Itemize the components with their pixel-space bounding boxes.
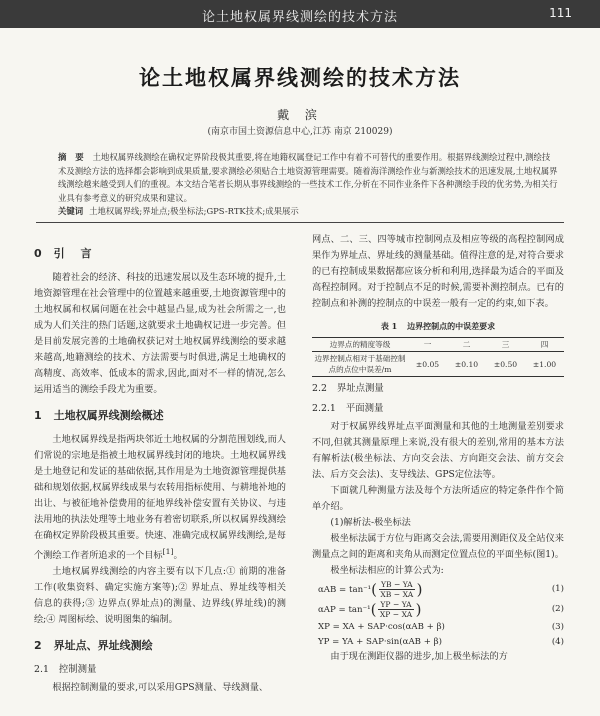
author-affiliation: (南京市国土资源信息中心,江苏 南京 210029) [207,127,393,137]
accuracy-table [312,337,564,377]
left-column [34,236,286,696]
formula-number: (2) [551,604,564,614]
header-divider [36,222,564,223]
keywords-text: 土地权属界线;界址点;极坐标法;GPS-RTK技术;成果展示 [89,206,299,216]
formula-4: YP = YA + SAP·sin(αAB + β) (4) [312,634,564,649]
table-header-cell: 一 [423,340,432,349]
closing-paragraph: 由于现在测距仪器的进步,加上极坐标法的方 [330,651,508,662]
table-row-label: 边界控制点相对于基础控制点的点位中误差/m [314,354,406,374]
formula-intro: 极坐标法相应的计算公式为: [330,565,444,576]
subsection-heading-point-survey: 2.2 界址点测量 [312,383,384,394]
table-caption: 表 1 边界控制点的中误差要求 [380,321,496,331]
table-header-cell: 边界点的精度等级 [329,340,391,349]
table-row [312,352,564,377]
keywords-label: 关键词 [58,206,84,216]
table-header-cell: 二 [462,340,471,349]
abstract [58,151,558,205]
formula-1: αAB = tan⁻¹( $\frac{YB - YA}{XB - XA}$ ) (1) [318,579,564,599]
formula-3: XP = XA + SAP·cos(αAB + β) (3) [312,619,564,634]
control-paragraph: 根据控制测量的要求,可以采用GPS测量、导线测量、 [52,682,269,694]
section-heading-overview: 1 土地权属界线测绘概述 [34,409,164,422]
table-cell: ±1.00 [532,359,557,369]
formula-number: (1) [551,584,564,594]
table-cell: ±0.50 [493,359,518,369]
section-heading-intro: 0 引 言 [34,247,98,260]
methods-intro-paragraph: 下面就几种测量方法及每个方法所适应的特定条件作个简单介绍。 [312,485,564,512]
methods-paragraph: 对于权属界线界址点平面测量和其他的土地测量差别要求不同,但就其测量原理上来说,没有很大的差别,常用的基本方法有解析法(极坐标法、方向交会法、方向距交会法、前方交会法、后方交会法)、支导线法、GPS定位法等。 [312,421,564,480]
polar-method-paragraph: 极坐标法属于方位与距离交会法,需要用测距仪及全站仪来测量点之间的距离和夹角从而测定位置点位的平面坐标(图1)。 [312,533,564,560]
running-header [0,0,600,28]
keywords [58,205,558,217]
abstract-text: 土地权属界线测绘在确权定界阶段极其重要,将在地籍权属登记工作中有着不可替代的重要作用。根据界线测绘过程中,测绘技术及测绘方法的选择都会影响到成果质量,要求测绘必须贴合土地资源管理需要。随着海洋测绘作业与新测绘技术的迅速发展,土地权属界线测绘越来越受到人们的重视。本文结合笔者长期从事界线测绘的一些技术工作,分析在不同作业条件下各种测绘手段的优劣势,为相关行业具有参考意义的研究成果和建议。 [58,152,558,203]
formula-2: αAP = tan⁻¹( $\frac{YP - YA}{XP - XA}$ ) (2) [318,599,564,619]
subsection-heading-plane-survey: 2.2.1 平面测量 [312,403,384,414]
control-network-paragraph: 网点、二、三、四等城市控制网点及相应等级的高程控制网成果作为界址点、界址线的测量基础。值得注意的是,对符合要求的已有控制成果数据都应该分析和利用,选择最为适合的平面及高程控制网。对于控制点不足的时候,需要补测控制点。已有的控制点和补测的控制点的中误差一般有一定的约束,如下表。 [312,234,564,309]
table-cell: ±0.10 [454,359,479,369]
intro-paragraph: 随着社会的经济、科技的迅速发展以及生态环境的提升,土地资源管理在社会管理中的位置越来越重要,土地资源管理中的土地权属和权属问题在社会中越显凸显,成为社会所需之一,也成为人们关注的热门话题,这就要求土地确权记进一步完善。但是目前发展完善的土地确权获记对土地权属界线测绘的要求越来越高,地籍测绘的技术、方法需要与时俱进,满足土地确权的高精度、高效率、低成本的需求,因此,面对不一样的情况,怎么运用适当的测绘手段尤为重要。 [34,272,286,395]
author-name: 戴 滨 [277,108,323,122]
content-paragraph: 土地权属界线测绘的内容主要有以下几点:① 前期的准备工作(收集资料、确定实施方案等);② 界址点、界址线等相关信息的获得;③ 边界点(界址点)的测量、边界线(界址线)的测绘;④ 周图标绘、说明图集的编制。 [34,566,286,626]
subsection-heading-control: 2.1 控制测量 [34,664,97,676]
table-header-cell: 四 [540,340,549,349]
formula-number: (3) [551,621,564,632]
running-header-title: 论土地权属界线测绘的技术方法 [201,10,398,25]
table-header-row [312,338,564,352]
polar-method-heading: (1)解析法-极坐标法 [330,517,411,528]
page-number: 111 [549,6,572,20]
right-column [312,232,564,665]
formula-number: (4) [551,636,564,647]
citation-ref: [1] [162,547,174,556]
section-heading-boundary: 2 界址点、界址线测绘 [34,639,153,653]
table-cell: ±0.05 [415,359,440,369]
abstract-label: 摘 要 [58,152,87,162]
table-header-cell: 三 [501,340,510,349]
article-title: 论土地权属界线测绘的技术方法 [139,65,461,90]
overview-paragraph: 土地权属界线是指两块邻近土地权属的分割范围划线,而人们常说的宗地是指被土地权属界线封闭的地块。土地权属界线是土地登记和发证的基础依据,其作用是为土地资源管理提供基础和规划依据,权属界线成果与农转用指标使用、与耕地补地的出让、与被征地补偿费用的征地界线补偿安置有关协议、与违法用地的执法处理等土地业务有着密切联系,所以权属界线测绘在确权定界阶段极其重要。快速、准确完成权属界线测绘,是每个测绘工作者所追求的一个目标[1]。 [34,434,286,562]
